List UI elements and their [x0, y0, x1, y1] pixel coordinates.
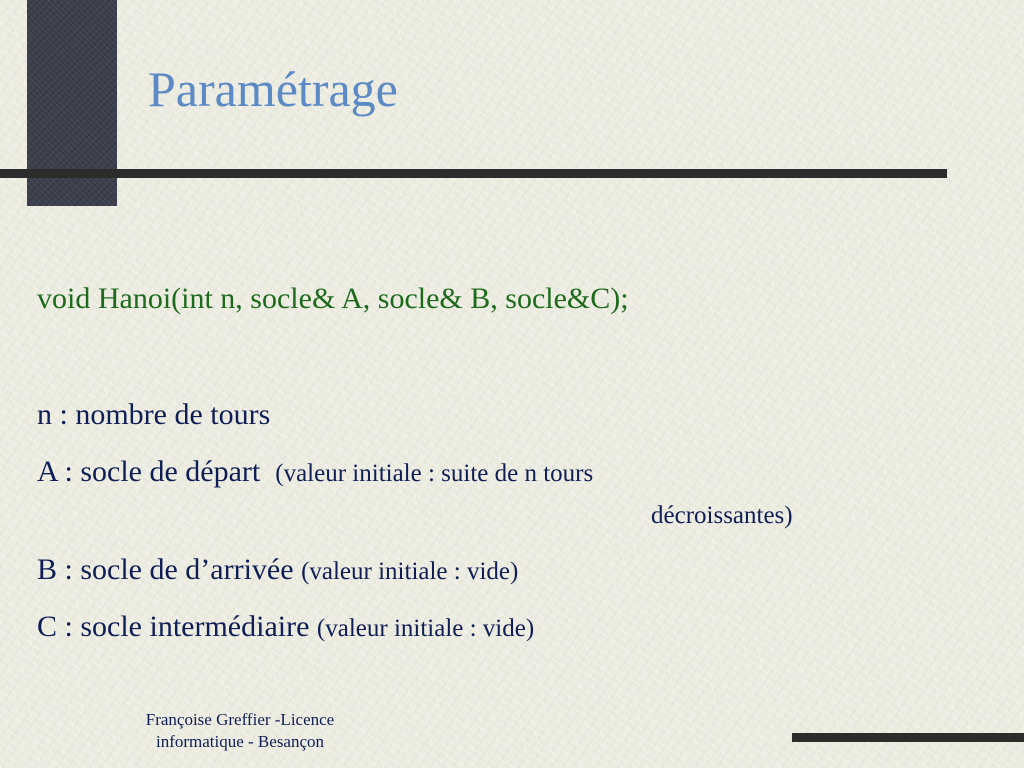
param-c-label: C : socle intermédiaire: [37, 610, 310, 643]
param-b-note: (valeur initiale : vide): [301, 558, 519, 585]
slide-footer: [100, 709, 380, 753]
param-b: [37, 553, 518, 587]
footer-institution-line: informatique - Besançon: [155, 732, 325, 751]
slide-title: Paramétrage: [148, 61, 398, 117]
footer-author-line: Françoise Greffier -Licence: [145, 710, 335, 729]
param-c: [37, 610, 534, 644]
param-a-label: A : socle de départ: [37, 455, 261, 488]
footer-divider-bar: [792, 733, 1024, 742]
param-c-note: (valeur initiale : vide): [316, 615, 535, 642]
function-signature: void Hanoi(int n, socle& A, socle& B, socle&C);: [37, 282, 629, 315]
param-n-label: n : nombre de tours: [37, 398, 271, 431]
param-b-label: B : socle de d’arrivée: [37, 553, 294, 586]
param-a: [37, 455, 593, 489]
title-divider-bar: [0, 169, 947, 178]
param-n: [37, 398, 270, 432]
param-a-note: (valeur initiale : suite de n tours: [275, 460, 594, 487]
param-a-note-continuation: décroissantes): [651, 502, 793, 529]
